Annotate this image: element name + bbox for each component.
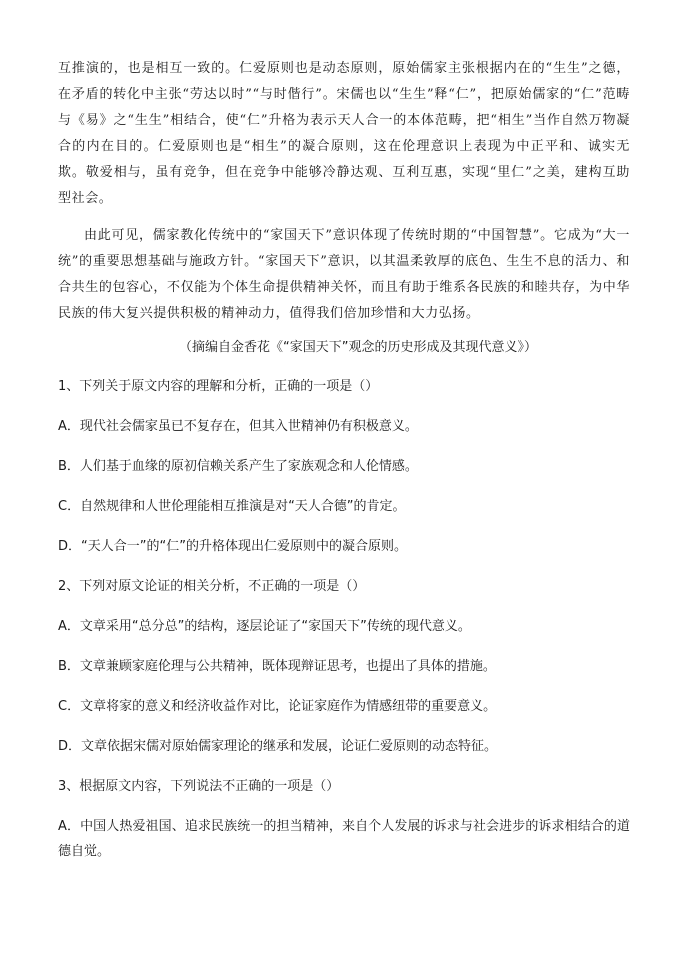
question-2-option-d: D．文章依据宋儒对原始儒家理论的继承和发展，论证仁爱原则的动态特征。	[58, 739, 498, 754]
question-1-stem: 1、下列关于原文内容的理解和分析，正确的一项是（）	[58, 379, 379, 394]
essay-source-citation: （摘编自金香花《“家国天下”观念的历史形成及其现代意义》）	[179, 340, 537, 355]
question-1-option-a: A．现代社会儒家虽已不复存在，但其入世精神仍有积极意义。	[58, 419, 418, 434]
question-3-option-a: A．中国人热爱祖国、追求民族统一的担当精神，来自个人发展的诉求与社会进步的诉求相结合的道德自觉。	[58, 819, 630, 859]
question-1	[58, 374, 630, 559]
question-1-option-c: C．自然规律和人世伦理能相互推演是对“天人合德”的肯定。	[58, 499, 406, 514]
question-1-option-b: B．人们基于血缘的原初信赖关系产生了家族观念和人伦情感。	[58, 459, 418, 474]
question-3-stem: 3、根据原文内容，下列说法不正确的一项是（）	[58, 779, 340, 794]
question-2-option-a: A．文章采用“总分总”的结构，逐层论证了“家国天下”传统的现代意义。	[58, 619, 471, 634]
question-3	[58, 774, 630, 864]
essay-paragraph-2: 由此可见，儒家教化传统中的“家国天下”意识体现了传统时期的“中国智慧”。它成为“大一统”的重要思想基础与施政方针。“家国天下”意识，以其温柔敦厚的底色、生生不息的活力、和合共生的包容心，不仅能为个体生命提供精神关怀，而且有助于维系各民族的和睦共存，为中华民族的伟大复兴提供积极的精神动力，值得我们倍加珍惜和大力弘扬。	[58, 228, 630, 321]
question-2	[58, 574, 630, 759]
question-2-option-c: C．文章将家的意义和经济收益作对比，论证家庭作为情感纽带的重要意义。	[58, 699, 497, 714]
question-2-option-b: B．文章兼顾家庭伦理与公共精神，既体现辩证思考，也提出了具体的措施。	[58, 659, 496, 674]
question-2-stem: 2、下列对原文论证的相关分析，不正确的一项是（）	[58, 579, 366, 594]
essay-paragraph-1: 互推演的，也是相互一致的。仁爱原则也是动态原则，原始儒家主张根据内在的“生生”之德，在矛盾的转化中主张“劳达以时”“与时偕行”。宋儒也以“生生”释“仁”，把原始儒家的“仁”范畴与《易》之“生生”相结合，使“仁”升格为表示天人合一的本体范畴，把“相生”当作自然万物凝合的内在目的。仁爱原则也是“相生”的凝合原则，这在伦理意识上表现为中正平和、诚实无欺。敬爱相与，虽有竞争，但在竞争中能够冷静达观、互利互惠，实现“里仁”之美，建构互助型社会。	[58, 61, 630, 206]
question-1-option-d: D．“天人合一”的“仁”的升格体现出仁爱原则中的凝合原则。	[58, 539, 407, 554]
